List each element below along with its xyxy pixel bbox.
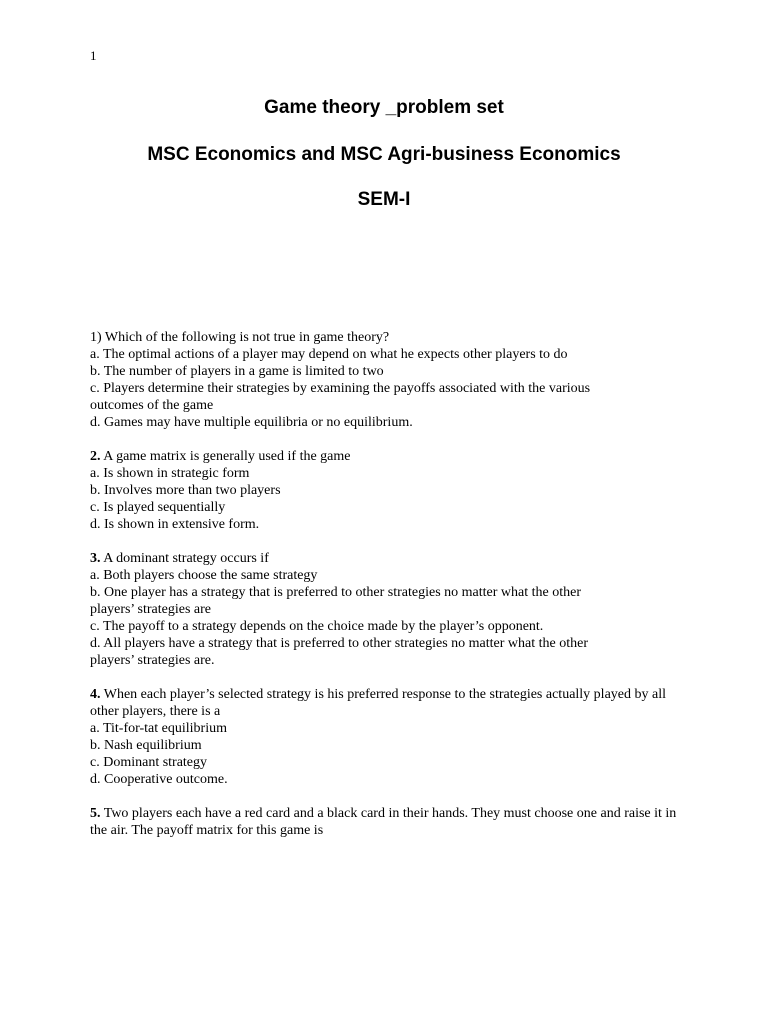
answer-option: d. Cooperative outcome. [90,772,228,787]
answer-option: a. The optimal actions of a player may depend on what he expects other players to do [90,347,568,362]
question-2 [90,448,680,533]
document-title: Game theory _problem set [264,97,504,118]
answer-option-continuation: players’ strategies are [90,602,212,617]
question-3 [90,550,680,669]
semester-label: SEM-I [357,189,411,210]
answer-option: d. All players have a strategy that is preferred to other strategies no matter what the other [90,636,588,651]
question-stem: 5. Two players each have a red card and a black card in their hands. They must choose one and raise it in the air. The payoff matrix for this game is [90,806,677,838]
question-number: 3. [90,551,101,566]
answer-option: a. Tit-for-tat equilibrium [90,721,227,736]
answer-option: b. Nash equilibrium [90,738,202,753]
answer-option-continuation: outcomes of the game [90,398,214,413]
question-number: 4. [90,687,101,702]
question-number: 2. [90,449,101,464]
question-stem: 4. When each player’s selected strategy is his preferred response to the strategies actually played by all other players, there is a [90,687,666,719]
answer-option: c. Players determine their strategies by examining the payoffs associated with the various [90,381,591,396]
answer-option-continuation: players’ strategies are. [90,653,215,668]
answer-option: c. The payoff to a strategy depends on the choice made by the player’s opponent. [90,619,544,634]
question-number: 5. [90,806,101,821]
question-1 [90,329,680,431]
question-stem: 1) Which of the following is not true in game theory? [90,330,390,345]
question-5 [90,805,680,839]
answer-option: b. The number of players in a game is limited to two [90,364,384,379]
page-number: 1 [90,48,97,63]
answer-option: c. Is played sequentially [90,500,226,515]
answer-option: a. Is shown in strategic form [90,466,250,481]
answer-option: c. Dominant strategy [90,755,208,770]
question-stem: 2. A game matrix is generally used if the game [90,449,351,464]
question-4 [90,686,680,788]
answer-option: b. One player has a strategy that is preferred to other strategies no matter what the other [90,585,581,600]
answer-option: d. Games may have multiple equilibria or no equilibrium. [90,415,413,430]
question-number: 1) [90,330,102,345]
answer-option: d. Is shown in extensive form. [90,517,260,532]
answer-option: b. Involves more than two players [90,483,281,498]
document-subtitle: MSC Economics and MSC Agri-business Economics [147,144,621,165]
answer-option: a. Both players choose the same strategy [90,568,318,583]
question-stem: 3. A dominant strategy occurs if [90,551,269,566]
question-list [90,329,680,856]
